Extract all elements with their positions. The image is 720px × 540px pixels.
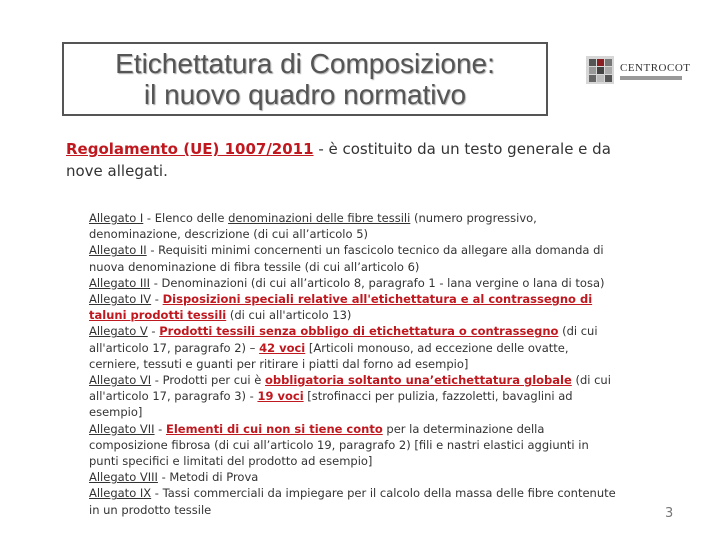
page-number: 3: [665, 506, 674, 521]
annex-label: Allegato VI: [89, 373, 152, 388]
annex-text: [Articoli monouso, ad eccezione delle ovatte, cerniere, tessuti e guanti per ritirare i piatti dal forno ad esempio]: [89, 340, 569, 371]
annex-highlight: 42 voci: [259, 340, 306, 355]
intro-paragraph: [66, 138, 626, 182]
annex-item: [89, 421, 619, 470]
annex-label: Allegato II: [89, 243, 147, 258]
annex-highlight: 19 voci: [257, 389, 304, 404]
annex-text: per la determinazione della composizione fibrosa (di cui all’articolo 19, paragrafo 2) [fili e nastri elastici aggiunti in punti specifici e limitati del prodotto ad esempio]: [89, 421, 589, 469]
annex-item: [89, 210, 619, 242]
annex-item: [89, 469, 619, 485]
annex-label: Allegato IX: [89, 486, 152, 501]
slide-title-box: [62, 42, 548, 116]
annex-text: [strofinacci per pulizia, fazzoletti, bavaglini ad esempio]: [89, 389, 573, 420]
annex-label: Allegato VII: [89, 421, 155, 436]
annex-item: [89, 485, 619, 517]
annex-text: - Tassi commerciali da impiegare per il calcolo della massa delle fibre contenute in un prodotto tessile: [89, 486, 616, 517]
regulation-reference: Regolamento (UE) 1007/2011: [66, 140, 314, 158]
annex-item: [89, 372, 619, 421]
centrocot-logo-icon: [584, 54, 616, 86]
annex-item: [89, 291, 619, 323]
centrocot-logo: [584, 50, 691, 90]
annex-text: (di cui all'articolo 17, paragrafo 2) –: [89, 324, 598, 355]
annex-text: (di cui all'articolo 13): [226, 308, 352, 323]
annex-item: [89, 323, 619, 372]
annex-text: - Elenco delle: [143, 211, 229, 225]
centrocot-logo-underline: [620, 76, 682, 80]
annex-text: -: [147, 324, 160, 339]
annex-label: Allegato III: [89, 275, 151, 290]
annex-text: -: [154, 421, 166, 436]
annex-label: Allegato V: [89, 324, 148, 339]
annex-text: - Requisiti minimi concernenti un fascicolo tecnico da allegare alla domanda di nuova denominazione di fibra tessile (di cui all’articolo 6): [89, 243, 604, 274]
annex-highlight: Elementi di cui non si tiene conto: [166, 421, 383, 436]
annex-text: - Denominazioni (di cui all’articolo 8, paragrafo 1 - lana vergine o lana di tosa): [150, 275, 605, 290]
annex-text: (di cui all'articolo 17, paragrafo 3) -: [89, 373, 611, 404]
annex-list: [89, 210, 619, 518]
annex-underlined-text: denominazioni delle fibre tessili: [228, 211, 411, 225]
centrocot-logo-text: CENTROCOT: [620, 62, 691, 74]
annex-label: Allegato VIII: [89, 470, 158, 485]
annex-highlight: Disposizioni speciali relative all'etichettatura e al contrassegno di taluni prodotti tessili: [89, 292, 593, 323]
annex-text: - Prodotti per cui è: [151, 373, 266, 388]
annex-highlight: obbligatoria soltanto una’etichettatura globale: [265, 373, 572, 388]
annex-text: -: [151, 292, 163, 307]
annex-text: - Metodi di Prova: [157, 470, 259, 485]
slide-title-line-1: Etichettatura di Composizione:: [115, 48, 495, 79]
annex-label: Allegato I: [89, 211, 144, 225]
annex-item: [89, 242, 619, 274]
slide-title-line-2: il nuovo quadro normativo: [143, 79, 467, 110]
intro-text: - è costituito da un testo generale e da nove allegati.: [66, 140, 611, 180]
annex-text: (numero progressivo, denominazione, descrizione (di cui all’articolo 5): [89, 211, 537, 242]
annex-label: Allegato IV: [89, 292, 152, 307]
annex-highlight: Prodotti tessili senza obbligo di etichettatura o contrassegno: [159, 324, 559, 339]
annex-item: [89, 275, 619, 291]
slide-title: [115, 48, 495, 110]
